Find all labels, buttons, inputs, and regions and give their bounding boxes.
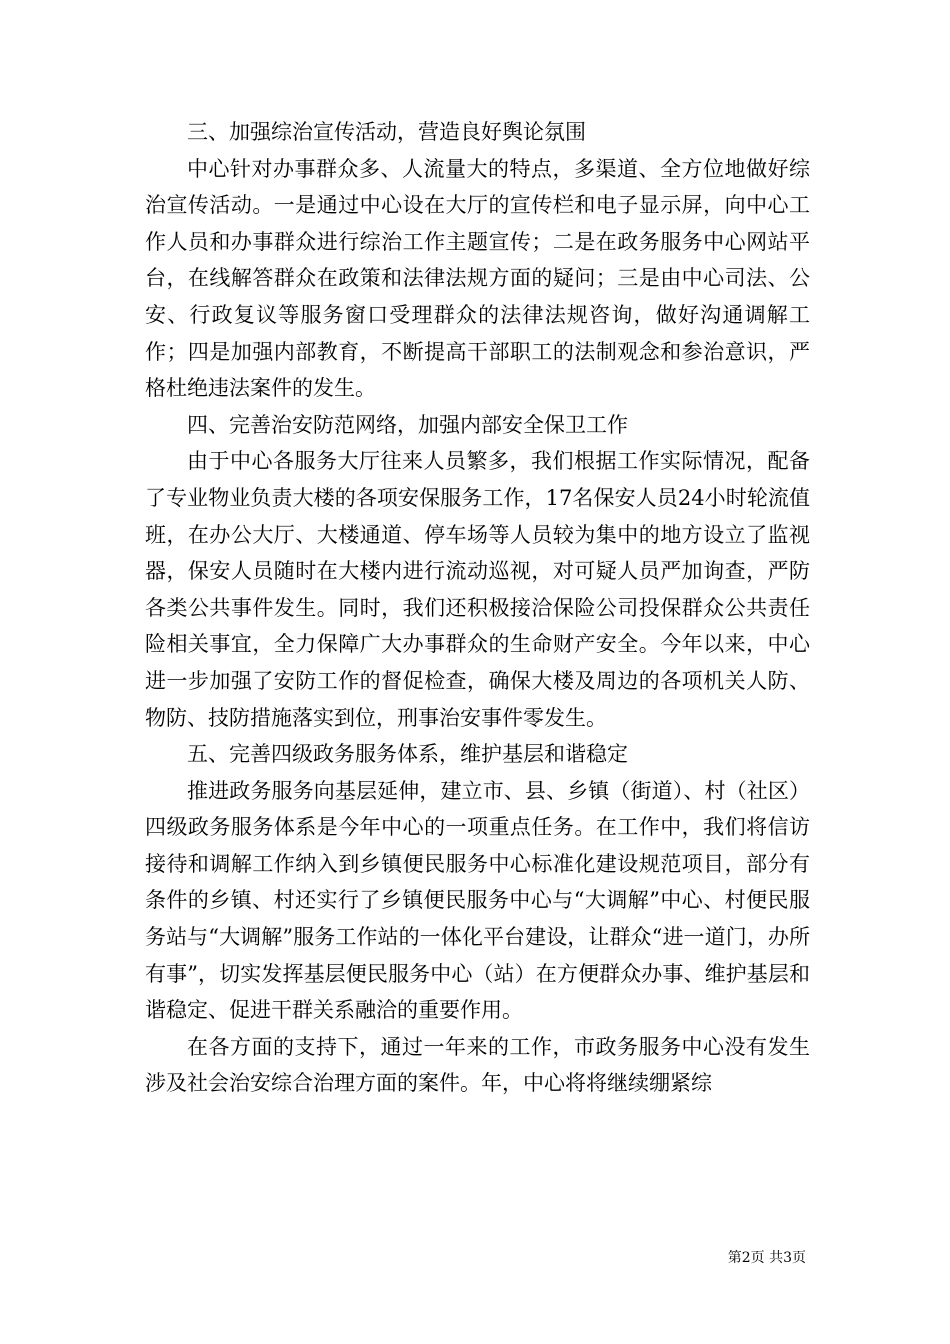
paragraph-conclusion: 在各方面的支持下，通过一年来的工作，市政务服务中心没有发生涉及社会治安综合治理方面的案件。年，中心将将继续绷紧综: [145, 1034, 810, 1096]
footer-suffix: 页: [792, 1250, 806, 1266]
section-heading-3: 三、加强综治宣传活动，营造良好舆论氛围: [187, 120, 586, 144]
paragraph-security: 由于中心各服务大厅往来人员繁多，我们根据工作实际情况，配备了专业物业负责大楼的各项安保服务工作，17名保安人员24小时轮流值班，在办公大厅、大楼通道、停车场等人员较为集中的地方设立了监视器，保安人员随时在大楼内进行流动巡视，对可疑人员严加询查，严防各类公共事件发生。同时，我们还积极接洽保险公司投保群众公共责任险相关事宜，全力保障广大办事群众的生命财产安全。今年以来，中心进一步加强了安防工作的督促检查，确保大楼及周边的各项机关人防、物防、技防措施落实到位，刑事治安事件零发生。: [145, 449, 810, 730]
document-body: [145, 114, 810, 1102]
footer-middle: 页 共: [750, 1250, 784, 1266]
page-footer: [728, 1247, 806, 1267]
footer-total-pages: 3: [783, 1250, 792, 1266]
paragraph-publicity: 中心针对办事群众多、人流量大的特点，多渠道、全方位地做好综治宣传活动。一是通过中心设在大厅的宣传栏和电子显示屏，向中心工作人员和办事群众进行综治工作主题宣传；二是在政务服务中心网站平台，在线解答群众在政策和法律法规方面的疑问；三是由中心司法、公安、行政复议等服务窗口受理群众的法律法规咨询，做好沟通调解工作；四是加强内部教育，不断提高干部职工的法制观念和参治意识，严格杜绝违法案件的发生。: [145, 156, 810, 401]
section-heading-4: 四、完善治安防范网络，加强内部安全保卫工作: [187, 412, 628, 437]
footer-prefix: 第: [727, 1250, 742, 1266]
footer-current-page: 2: [741, 1250, 751, 1266]
paragraph-four-level-system: 推进政务服务向基层延伸，建立市、县、乡镇（街道）、村（社区）四级政务服务体系是今年中心的一项重点任务。在工作中，我们将信访接待和调解工作纳入到乡镇便民服务中心标准化建设规范项目，部分有条件的乡镇、村还实行了乡镇便民服务中心与“大调解”中心、村便民服务站与“大调解”服务工作站的一体化平台建设，让群众“进一道门，办所有事”，切实发挥基层便民服务中心（站）在方便群众办事、维护基层和谐稳定、促进干群关系融洽的重要作用。: [145, 778, 810, 1023]
section-heading-5: 五、完善四级政务服务体系，维护基层和谐稳定: [187, 742, 628, 767]
